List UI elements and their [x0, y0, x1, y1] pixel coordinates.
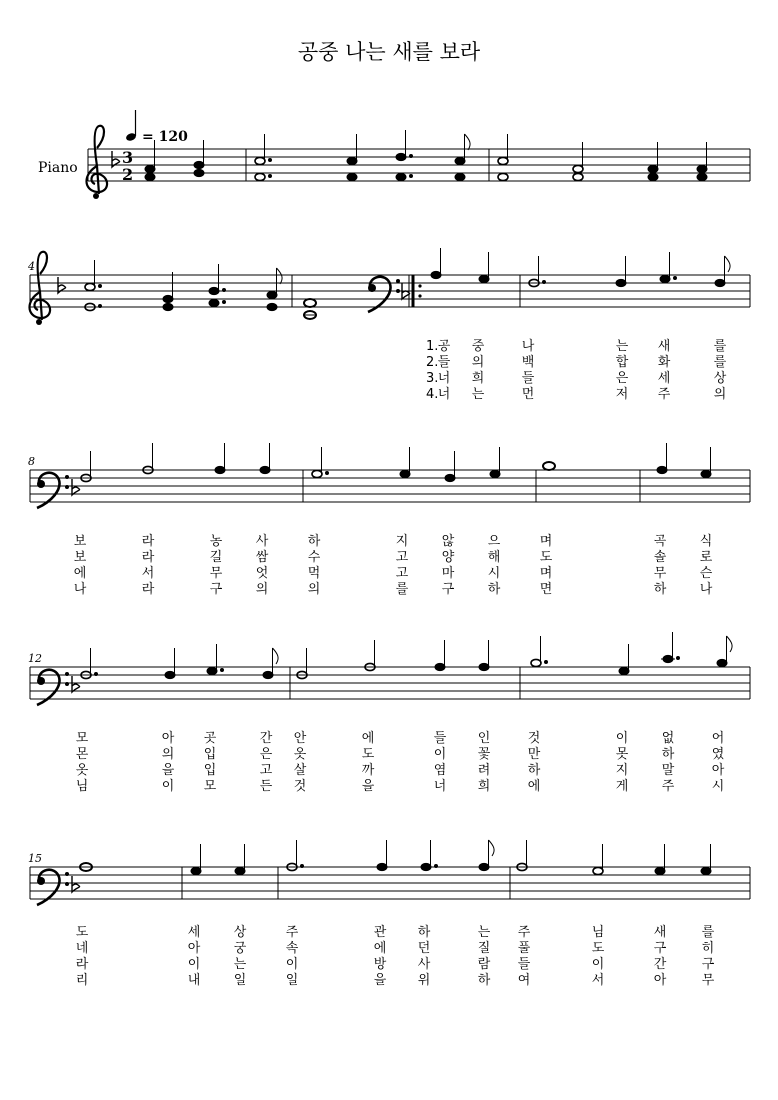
system-3 — [28, 443, 750, 597]
lyric-syllable: 사 — [417, 957, 431, 972]
lyric-syllable: 질 — [477, 941, 491, 956]
lyric-syllable: 염 — [433, 763, 447, 778]
lyric-syllable: 으 — [487, 534, 501, 549]
lyric-syllable: 들 — [433, 731, 447, 746]
lyric-syllable: 게 — [615, 779, 629, 794]
lyric-syllable: 새 — [657, 339, 671, 354]
lyric-syllable: 하 — [417, 925, 431, 940]
lyric-syllable: 를 — [701, 925, 715, 940]
lyric-syllable: 방 — [373, 957, 387, 972]
system-4 — [28, 632, 750, 794]
lyrics-system-4 — [76, 730, 725, 794]
time-signature-bottom: 2 — [122, 165, 134, 184]
lyric-syllable: 먹 — [307, 566, 321, 581]
lyric-syllable: 들 — [517, 957, 531, 972]
lyric-syllable: 입 — [203, 763, 217, 778]
lyric-syllable: 에 — [73, 566, 87, 581]
lyric-syllable: 하 — [477, 973, 491, 988]
lyric-syllable: 이 — [591, 957, 605, 972]
lyric-syllable: 지 — [615, 763, 629, 778]
verse-labels — [426, 339, 438, 402]
lyric-syllable: 의 — [161, 747, 175, 762]
lyric-syllable: 을 — [373, 973, 387, 988]
lyrics-system-5 — [76, 924, 715, 988]
lyric-syllable: 말 — [661, 763, 675, 778]
measure-number: 8 — [28, 455, 35, 468]
lyric-syllable: 구 — [653, 941, 667, 956]
lyric-syllable: 공 — [437, 339, 451, 354]
lyric-syllable: 하 — [661, 747, 675, 762]
lyric-syllable: 하 — [527, 763, 541, 778]
svg-text:3.: 3. — [426, 371, 439, 386]
lyric-syllable: 무 — [209, 566, 223, 581]
lyric-syllable: 일 — [285, 973, 299, 988]
lyric-syllable: 백 — [521, 355, 535, 370]
lyric-syllable: 여 — [517, 973, 531, 988]
lyric-syllable: 라 — [75, 957, 89, 972]
tempo-text: = 120 — [142, 129, 188, 145]
lyric-syllable: 보 — [73, 534, 87, 549]
lyric-syllable: 화 — [657, 355, 671, 370]
lyric-syllable: 주 — [657, 387, 671, 402]
measure-number: 15 — [28, 852, 42, 865]
lyric-syllable: 을 — [161, 763, 175, 778]
lyric-syllable: 하 — [307, 534, 321, 549]
lyric-syllable: 아 — [711, 763, 725, 778]
lyric-syllable: 에 — [361, 731, 375, 746]
lyric-syllable: 새 — [653, 925, 667, 940]
lyric-syllable: 였 — [711, 747, 725, 762]
lyric-syllable: 의 — [713, 387, 727, 402]
lyric-syllable: 모 — [203, 779, 217, 794]
lyric-syllable: 는 — [471, 387, 485, 402]
lyric-syllable: 서 — [591, 973, 605, 988]
lyric-syllable: 라 — [141, 550, 155, 565]
lyric-syllable: 궁 — [233, 941, 247, 956]
lyric-syllable: 나 — [699, 582, 713, 597]
lyric-syllable: 너 — [437, 371, 451, 386]
lyric-syllable: 수 — [307, 550, 321, 565]
lyric-syllable: 면 — [539, 582, 553, 597]
score-title: 공중 나는 새를 보라 — [297, 40, 481, 64]
system-2 — [27, 248, 750, 402]
lyric-syllable: 먼 — [521, 387, 535, 402]
lyric-syllable: 은 — [259, 747, 273, 762]
lyric-syllable: 무 — [701, 973, 715, 988]
lyric-syllable: 길 — [209, 550, 223, 565]
lyric-syllable: 고 — [395, 566, 409, 581]
lyric-syllable: 아 — [161, 731, 175, 746]
measure-number: 4 — [28, 260, 35, 273]
lyric-syllable: 일 — [233, 973, 247, 988]
lyric-syllable: 합 — [615, 355, 629, 370]
lyric-syllable: 는 — [615, 339, 629, 354]
lyric-syllable: 이 — [161, 779, 175, 794]
lyric-syllable: 나 — [521, 339, 535, 354]
lyric-syllable: 꽃 — [477, 747, 491, 762]
lyric-syllable: 아 — [187, 941, 201, 956]
lyric-syllable: 농 — [209, 534, 223, 549]
lyric-syllable: 라 — [141, 534, 155, 549]
measure-number: 12 — [28, 652, 42, 665]
lyric-syllable: 이 — [187, 957, 201, 972]
lyric-syllable: 리 — [75, 973, 89, 988]
lyric-syllable: 몬 — [75, 747, 89, 762]
lyric-syllable: 곳 — [203, 731, 217, 746]
lyric-syllable: 의 — [255, 582, 269, 597]
lyric-syllable: 보 — [73, 550, 87, 565]
system-1 — [38, 110, 750, 199]
lyric-syllable: 엇 — [255, 566, 269, 581]
lyric-syllable: 고 — [259, 763, 273, 778]
lyric-syllable: 을 — [361, 779, 375, 794]
lyric-syllable: 쌈 — [255, 550, 269, 565]
lyric-syllable: 들 — [437, 355, 451, 370]
flat-sign-icon — [72, 676, 80, 692]
lyric-syllable: 풀 — [517, 941, 531, 956]
lyric-syllable: 것 — [527, 731, 541, 746]
instrument-label: Piano — [38, 160, 78, 176]
lyric-syllable: 서 — [141, 566, 155, 581]
svg-text:2.: 2. — [426, 355, 439, 370]
lyric-syllable: 상 — [233, 925, 247, 940]
lyric-syllable: 로 — [699, 550, 713, 565]
lyric-syllable: 히 — [701, 941, 715, 956]
lyric-syllable: 이 — [285, 957, 299, 972]
lyric-syllable: 간 — [259, 731, 273, 746]
lyric-syllable: 도 — [75, 925, 89, 940]
lyric-syllable: 중 — [471, 339, 485, 354]
time-signature-top: 3 — [122, 148, 134, 167]
lyric-syllable: 만 — [527, 747, 541, 762]
lyric-syllable: 없 — [661, 731, 675, 746]
lyric-syllable: 님 — [591, 925, 605, 940]
lyric-syllable: 못 — [615, 747, 629, 762]
lyric-syllable: 하 — [653, 582, 667, 597]
lyric-syllable: 라 — [141, 582, 155, 597]
lyric-syllable: 희 — [477, 779, 491, 794]
lyric-syllable: 간 — [653, 957, 667, 972]
lyric-syllable: 해 — [487, 550, 501, 565]
lyric-syllable: 의 — [471, 355, 485, 370]
lyric-syllable: 주 — [661, 779, 675, 794]
lyric-syllable: 어 — [711, 731, 725, 746]
lyric-syllable: 사 — [255, 534, 269, 549]
lyric-syllable: 에 — [373, 941, 387, 956]
lyric-syllable: 아 — [653, 973, 667, 988]
lyric-syllable: 은 — [615, 371, 629, 386]
lyric-syllable: 마 — [441, 566, 455, 581]
lyric-syllable: 희 — [471, 371, 485, 386]
lyric-syllable: 이 — [615, 731, 629, 746]
lyric-syllable: 솔 — [653, 550, 667, 565]
lyric-syllable: 슨 — [699, 566, 713, 581]
lyric-syllable: 세 — [187, 925, 201, 940]
lyric-syllable: 안 — [293, 731, 307, 746]
lyric-syllable: 네 — [75, 941, 89, 956]
lyric-syllable: 속 — [285, 941, 299, 956]
lyric-syllable: 살 — [293, 763, 307, 778]
lyric-syllable: 위 — [417, 973, 431, 988]
lyric-syllable: 옷 — [75, 763, 89, 778]
lyric-syllable: 님 — [75, 779, 89, 794]
lyric-syllable: 에 — [527, 779, 541, 794]
lyric-syllable: 람 — [477, 957, 491, 972]
lyric-syllable: 하 — [487, 582, 501, 597]
lyric-syllable: 시 — [487, 566, 501, 581]
system-5 — [28, 840, 750, 988]
lyric-syllable: 식 — [699, 534, 713, 549]
lyric-syllable: 주 — [517, 925, 531, 940]
lyric-syllable: 양 — [441, 550, 455, 565]
tempo-marking — [125, 110, 188, 145]
flat-sign-icon — [72, 479, 80, 495]
lyric-syllable: 구 — [209, 582, 223, 597]
lyric-syllable: 이 — [433, 747, 447, 762]
lyric-syllable: 시 — [711, 779, 725, 794]
lyric-syllable: 도 — [591, 941, 605, 956]
lyric-syllable: 지 — [395, 534, 409, 549]
lyric-syllable: 를 — [713, 339, 727, 354]
lyric-syllable: 모 — [75, 731, 89, 746]
lyric-syllable: 구 — [441, 582, 455, 597]
lyric-syllable: 며 — [539, 534, 553, 549]
lyric-syllable: 옷 — [293, 747, 307, 762]
lyric-syllable: 고 — [395, 550, 409, 565]
lyric-syllable: 너 — [437, 387, 451, 402]
svg-text:4.: 4. — [426, 387, 439, 402]
lyric-syllable: 무 — [653, 566, 667, 581]
lyric-syllable: 며 — [539, 566, 553, 581]
treble-clef-icon — [87, 126, 108, 199]
lyric-syllable: 상 — [713, 371, 727, 386]
flat-sign-icon — [72, 876, 80, 892]
lyric-syllable: 를 — [395, 582, 409, 597]
lyric-syllable: 것 — [293, 779, 307, 794]
lyric-syllable: 도 — [539, 550, 553, 565]
lyric-syllable: 까 — [361, 763, 375, 778]
lyric-syllable: 인 — [477, 731, 491, 746]
lyric-syllable: 의 — [307, 582, 321, 597]
lyric-syllable: 너 — [433, 779, 447, 794]
lyric-syllable: 주 — [285, 925, 299, 940]
lyric-syllable: 나 — [73, 582, 87, 597]
lyrics-system-3 — [74, 533, 713, 597]
lyric-syllable: 관 — [373, 925, 387, 940]
lyric-syllable: 를 — [713, 355, 727, 370]
lyric-syllable: 들 — [521, 371, 535, 386]
lyric-syllable: 세 — [657, 371, 671, 386]
lyric-syllable: 않 — [441, 534, 455, 549]
lyric-syllable: 던 — [417, 941, 431, 956]
lyric-syllable: 려 — [477, 763, 491, 778]
lyric-syllable: 도 — [361, 747, 375, 762]
lyric-syllable: 저 — [615, 387, 629, 402]
lyric-syllable: 는 — [477, 925, 491, 940]
lyrics-system-2 — [438, 338, 727, 402]
lyric-syllable: 곡 — [653, 534, 667, 549]
lyric-syllable: 구 — [701, 957, 715, 972]
lyric-syllable: 입 — [203, 747, 217, 762]
svg-text:1.: 1. — [426, 339, 439, 354]
lyric-syllable: 든 — [259, 779, 273, 794]
lyric-syllable: 내 — [187, 973, 201, 988]
lyric-syllable: 는 — [233, 957, 247, 972]
